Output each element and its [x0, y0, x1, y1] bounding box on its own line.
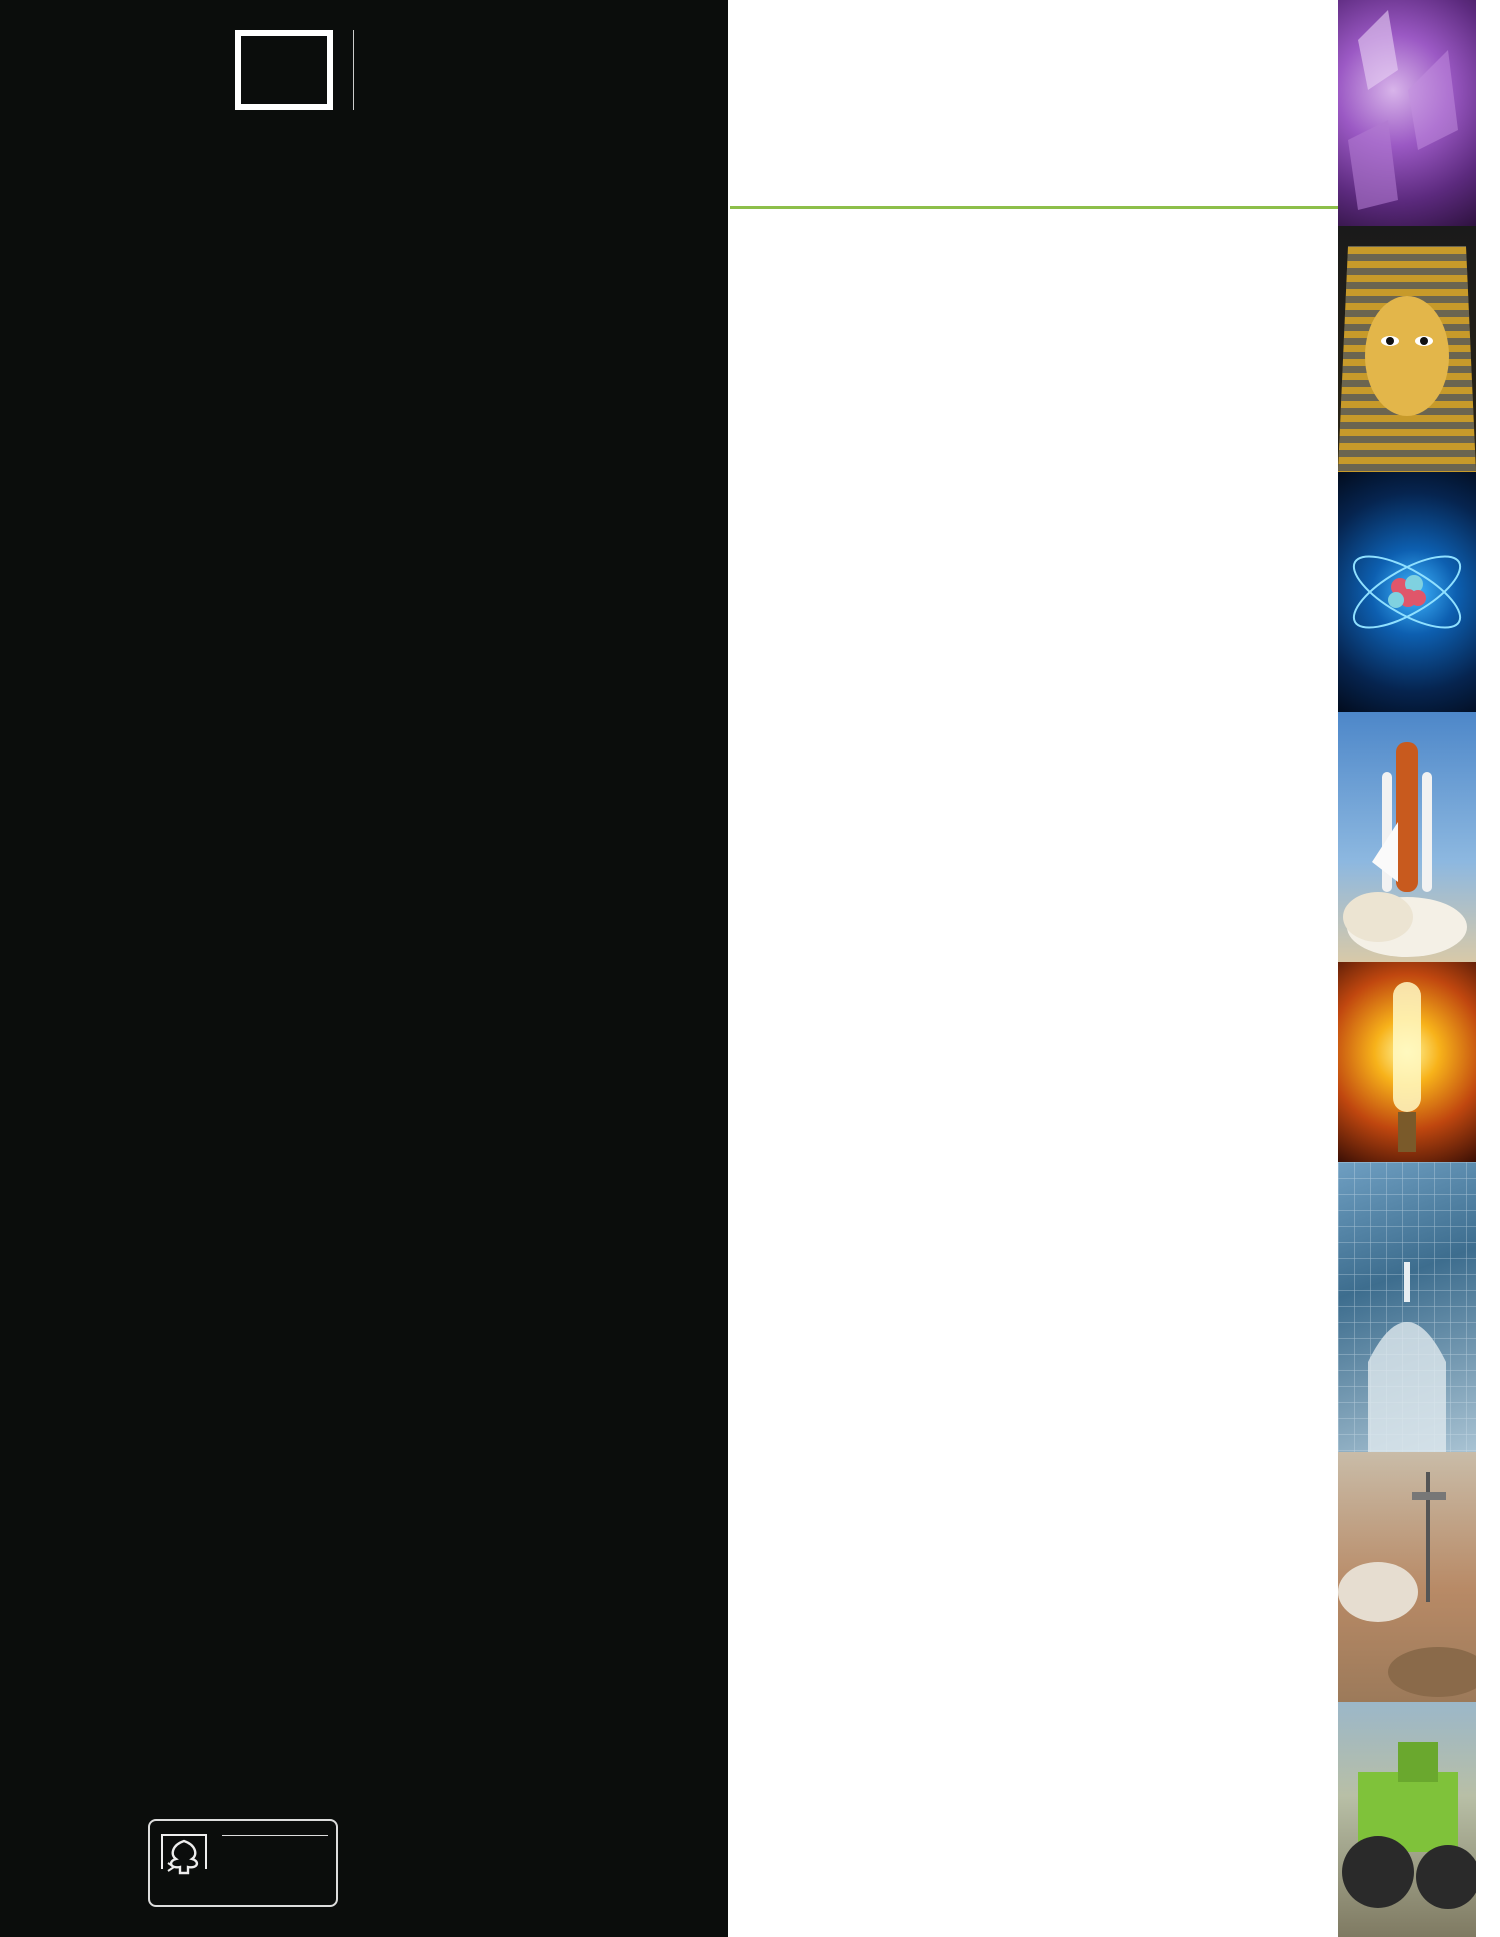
logo-divider — [353, 30, 354, 110]
pharaoh-mask-photo — [1338, 226, 1476, 472]
section-tab-matter — [1484, 332, 1500, 360]
section-tab-materials — [1484, 778, 1500, 852]
rock-landscape-photo — [1338, 1452, 1476, 1702]
page-edge — [1476, 0, 1500, 1937]
glass-dome-photo — [1338, 1162, 1476, 1452]
dk-logo — [235, 30, 333, 110]
fsc-code — [222, 1835, 328, 1839]
light-bulb-photo — [1338, 962, 1476, 1162]
amethyst-crystal-photo — [1338, 0, 1476, 226]
fsc-label — [148, 1819, 338, 1907]
photo-strip — [1338, 0, 1476, 1937]
fsc-tree-icon — [158, 1829, 210, 1895]
space-shuttle-photo — [1338, 712, 1476, 962]
wheel-loader-photo — [1338, 1702, 1476, 1937]
title-rule — [730, 206, 1338, 209]
atom-model-photo — [1338, 472, 1476, 712]
fsc-text — [222, 1831, 328, 1839]
section-tab-forces — [1484, 1166, 1500, 1252]
credits-panel — [0, 0, 728, 1937]
